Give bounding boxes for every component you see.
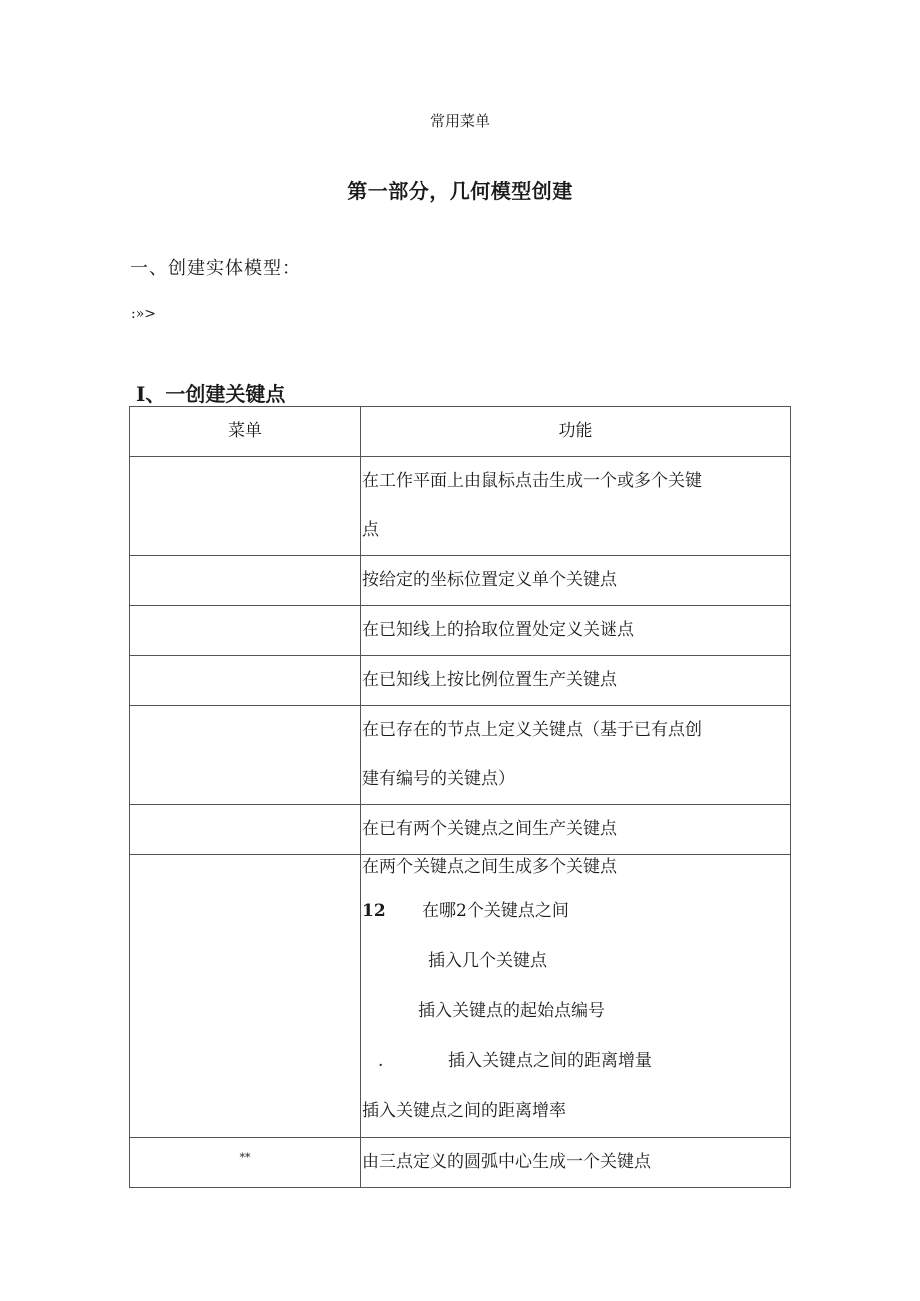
function-line: 按给定的坐标位置定义单个关键点 (362, 570, 617, 590)
function-line: 由三点定义的圆弧中心生成一个关键点 (362, 1152, 651, 1172)
sub-heading-number: I (136, 382, 146, 406)
option-dot: . (378, 1051, 384, 1071)
function-line: 在已知线上的拾取位置处定义关谜点 (362, 620, 634, 640)
option-line: 插入关键点之间的距离增率 (362, 1101, 566, 1121)
keypoint-menu-table (129, 406, 791, 1188)
option-line (362, 887, 790, 937)
option-text: 在哪2个关键点之间 (422, 901, 569, 921)
function-line: 在已存在的节点上定义关键点（基于已有点创 (362, 720, 702, 740)
function-cell (361, 1138, 791, 1188)
sub-heading-text: 、一创建关键点 (145, 382, 286, 406)
table-row (130, 457, 791, 556)
function-cell (361, 556, 791, 606)
function-line: 建有编号的关键点） (362, 769, 515, 789)
option-line (362, 937, 790, 987)
option-line (362, 1037, 790, 1087)
menu-cell (130, 457, 361, 556)
option-number: 12 (362, 901, 386, 921)
part-title: 第一部分，几何模型创建 (347, 179, 573, 203)
function-cell (361, 656, 791, 706)
symbol-line: :»> (131, 306, 157, 322)
menu-cell (130, 556, 361, 606)
option-text: 插入几个关键点 (428, 951, 547, 971)
menu-cell (130, 855, 361, 1138)
function-line: 点 (362, 520, 379, 540)
menu-cell (130, 706, 361, 805)
menu-cell (130, 805, 361, 855)
table-row (130, 556, 791, 606)
function-cell (361, 457, 791, 556)
function-line: 在工作平面上由鼠标点击生成一个或多个关键 (362, 471, 702, 491)
table-header-row (130, 407, 791, 457)
option-line (362, 987, 790, 1037)
table-row (130, 1138, 791, 1188)
option-text: 插入关键点之间的距离增量 (448, 1051, 652, 1071)
function-line: 在已有两个关键点之间生产关键点 (362, 819, 617, 839)
option-text: 插入关键点的起始点编号 (418, 1001, 605, 1021)
table-row (130, 606, 791, 656)
function-cell (361, 706, 791, 805)
function-line: 在已知线上按比例位置生产关键点 (362, 670, 617, 690)
sub-heading (136, 378, 285, 407)
column-header-function: 功能 (361, 407, 791, 457)
table-row (130, 855, 791, 1138)
menu-cell (130, 656, 361, 706)
function-line: 在两个关键点之间生成多个关键点 (362, 857, 617, 877)
column-header-menu: 菜单 (130, 407, 361, 457)
table-row (130, 805, 791, 855)
function-cell (361, 805, 791, 855)
document-header: 常用菜单 (429, 112, 490, 130)
table-row (130, 706, 791, 805)
section-heading: 一、创建实体模型： (130, 258, 301, 279)
function-cell (361, 606, 791, 656)
menu-cell: ** (130, 1138, 361, 1188)
table-row (130, 656, 791, 706)
menu-cell (130, 606, 361, 656)
function-cell (361, 855, 791, 1138)
